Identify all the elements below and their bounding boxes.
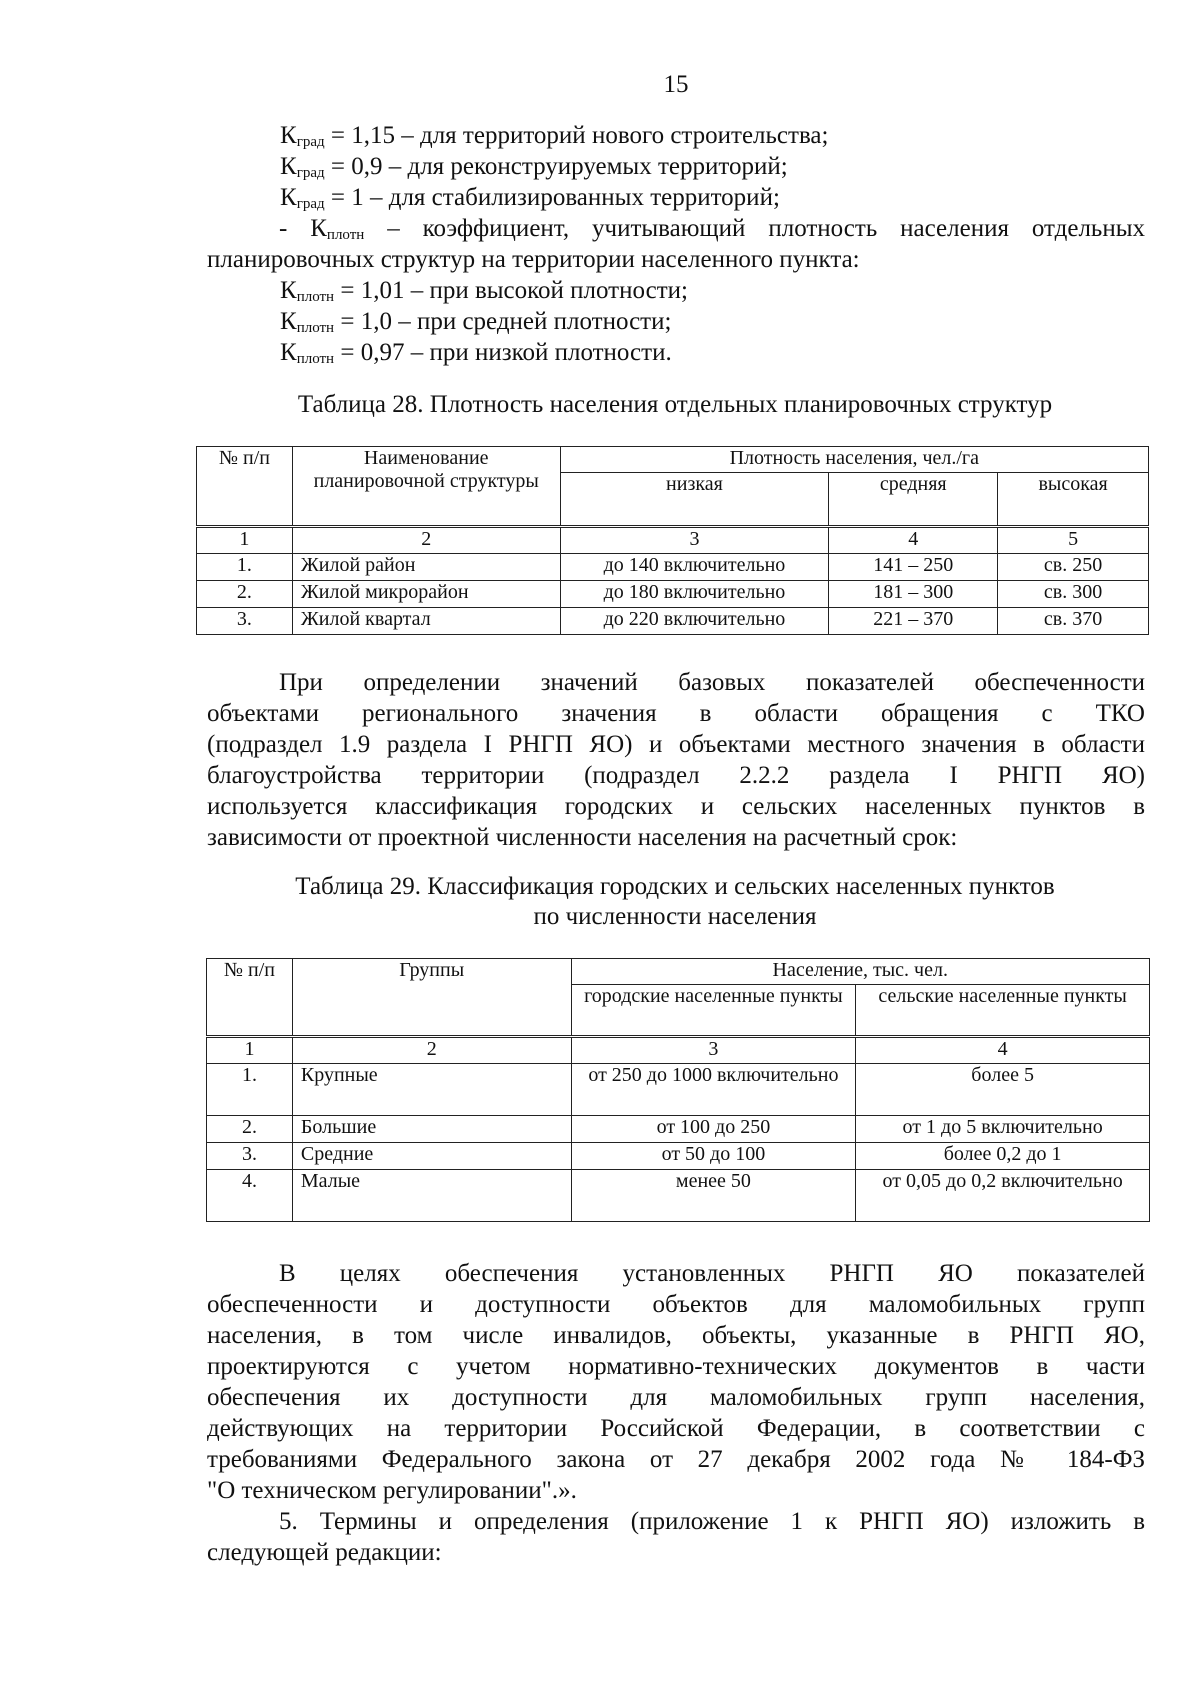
coef-line-grad-3: $К_{град} = 1$ – для стабилизированных территорий; [280, 184, 780, 212]
cell-name: Жилой микрорайон [292, 581, 560, 608]
table28-header-num: № п/п [197, 447, 293, 527]
cell-urban: от 50 до 100 [571, 1143, 856, 1170]
coef-line-grad-1: $К_{град} = 1,15$ – для территорий нового строительства; [280, 122, 829, 150]
table28-header-mid: средняя [829, 473, 998, 527]
cell-mid: 141 – 250 [829, 554, 998, 581]
cell-urban: от 100 до 250 [571, 1116, 856, 1143]
table28-colnum: 5 [998, 527, 1149, 554]
table28-header-high: высокая [998, 473, 1149, 527]
cell-mid: 181 – 300 [829, 581, 998, 608]
cell-name: Жилой район [292, 554, 560, 581]
cell-group: Малые [292, 1170, 571, 1222]
coef-line-plotn-3: $К_{плотн} = 0,97$ – при низкой плотности. [280, 339, 672, 367]
table28-colnum: 2 [292, 527, 560, 554]
table28-header-low: низкая [560, 473, 829, 527]
coef-line-plotn-1: $К_{плотн} = 1,01$ – при высокой плотности; [280, 277, 688, 305]
kplotn-intro: - $К_{плотн}$ – коэффициент, учитывающий плотность населения отдельных планировочных структур на территории населенного пункта: [207, 215, 1145, 273]
table28-header-density: Плотность населения, чел./га [560, 447, 1148, 473]
table29-caption-line1: Таблица 29. Классификация городских и сельских населенных пунктов [295, 873, 1055, 900]
cell-num: 3. [197, 608, 293, 635]
table29-header-rural: сельские населенные пункты [856, 985, 1150, 1037]
table29-colnum: 3 [571, 1037, 856, 1064]
table29 [206, 958, 1150, 1222]
table-row [207, 1064, 1150, 1116]
table29-colnum: 2 [292, 1037, 571, 1064]
table29-caption-line2: по численности населения [533, 903, 817, 930]
table29-header-groups: Группы [292, 959, 571, 1037]
cell-high: св. 370 [998, 608, 1149, 635]
cell-high: св. 300 [998, 581, 1149, 608]
cell-high: св. 250 [998, 554, 1149, 581]
table29-colnum: 1 [207, 1037, 293, 1064]
cell-group: Крупные [292, 1064, 571, 1116]
table-row [207, 1143, 1150, 1170]
table28-header-name: Наименование планировочной структуры [292, 447, 560, 527]
table28-caption: Таблица 28. Плотность населения отдельных планировочных структур [297, 391, 1053, 418]
cell-mid: 221 – 370 [829, 608, 998, 635]
table29-header-num: № п/п [207, 959, 293, 1037]
table28-colnum: 4 [829, 527, 998, 554]
cell-num: 1. [207, 1064, 293, 1116]
cell-low: до 220 включительно [560, 608, 829, 635]
paragraph-classification-intro: При определении значений базовых показателей обеспеченности объектами регионального значения в области обращения с ТКО (подраздел 1.9 раздела I РНГП ЯО) и объектами местного значения в области благоустройства территории (подраздел 2.2.2 раздела I РНГП ЯО) используется классификация городских и сельских населенных пунктов в зависимости от проектной численности населения на расчетный срок: [207, 669, 1145, 851]
table28-colnum: 3 [560, 527, 829, 554]
table29-colnum: 4 [856, 1037, 1150, 1064]
table29-header-population: Население, тыс. чел. [571, 959, 1149, 985]
cell-urban: менее 50 [571, 1170, 856, 1222]
table-row [207, 1170, 1150, 1222]
table-row [197, 581, 1149, 608]
cell-name: Жилой квартал [292, 608, 560, 635]
cell-num: 1. [197, 554, 293, 581]
table-row [197, 554, 1149, 581]
cell-rural: более 5 [856, 1064, 1150, 1116]
cell-num: 2. [207, 1116, 293, 1143]
cell-urban: от 250 до 1000 включительно [571, 1064, 856, 1116]
cell-rural: более 0,2 до 1 [856, 1143, 1150, 1170]
table28 [196, 446, 1149, 635]
cell-low: до 140 включительно [560, 554, 829, 581]
cell-rural: от 1 до 5 включительно [856, 1116, 1150, 1143]
cell-group: Большие [292, 1116, 571, 1143]
cell-num: 3. [207, 1143, 293, 1170]
paragraph-accessibility: В целях обеспечения установленных РНГП ЯО показателей обеспеченности и доступности объектов для маломобильных групп населения, в том числе инвалидов, объекты, указанные в РНГП ЯО, проектируются с учетом нормативно-технических документов в части обеспечения их доступности для маломобильных групп населения, действующих на территории Российской Федерации, в соответствии с требованиями Федерального закона от 27 декабря 2002 года № 184-ФЗ "О техническом регулировании".». [207, 1260, 1145, 1504]
coef-line-plotn-2: $К_{плотн} = 1,0$ – при средней плотности; [280, 308, 672, 336]
cell-group: Средние [292, 1143, 571, 1170]
table29-header-urban: городские населенные пункты [571, 985, 856, 1037]
page-number: 15 [663, 71, 689, 98]
coef-line-grad-2: $К_{град} = 0,9$ – для реконструируемых территорий; [280, 153, 788, 181]
table28-colnum: 1 [197, 527, 293, 554]
table-row [197, 608, 1149, 635]
cell-num: 2. [197, 581, 293, 608]
cell-rural: от 0,05 до 0,2 включительно [856, 1170, 1150, 1222]
table-row [207, 1116, 1150, 1143]
cell-num: 4. [207, 1170, 293, 1222]
cell-low: до 180 включительно [560, 581, 829, 608]
paragraph-terms: 5. Термины и определения (приложение 1 к РНГП ЯО) изложить в следующей редакции: [207, 1508, 1145, 1566]
